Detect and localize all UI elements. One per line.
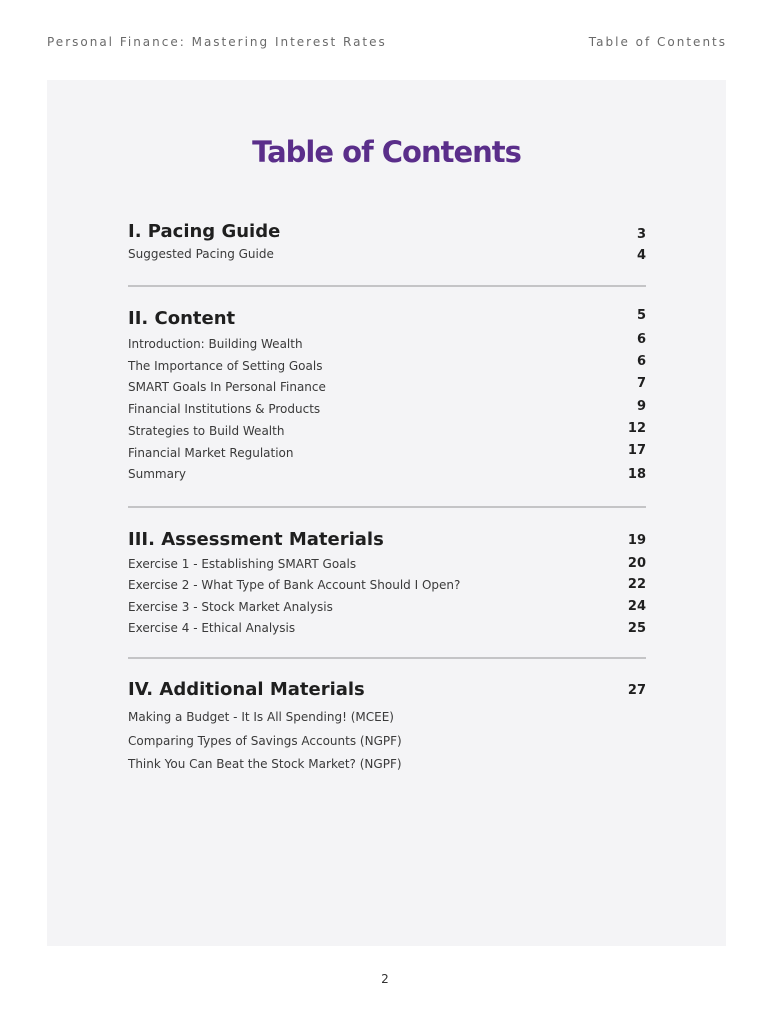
toc-entry[interactable]: SMART Goals In Personal Finance [128,380,326,394]
toc-entry[interactable]: Exercise 2 - What Type of Bank Account Should I Open? [128,578,461,592]
section-page-number: 27 [627,683,646,698]
toc-entry-page: 24 [627,599,646,614]
toc-entry[interactable]: The Importance of Setting Goals [128,359,323,373]
section-divider [128,506,646,508]
toc-entry-page: 6 [636,354,646,369]
toc-entry-page: 7 [636,376,646,391]
toc-entry[interactable]: Strategies to Build Wealth [128,424,285,438]
section-page-number: 3 [636,227,646,242]
toc-entry[interactable]: Exercise 3 - Stock Market Analysis [128,600,333,614]
section-page-number: 5 [636,308,646,323]
running-header-section: Table of Contents [588,35,727,49]
toc-entry[interactable]: Financial Institutions & Products [128,402,321,416]
running-header-title: Personal Finance: Mastering Interest Rates [47,35,387,49]
section-divider [128,285,646,287]
toc-entry-page: 12 [627,421,646,436]
toc-entry[interactable]: Introduction: Building Wealth [128,337,303,351]
toc-title: Table of Contents [252,135,521,169]
section-divider [128,657,646,659]
section-heading[interactable]: II. Content [128,308,236,329]
toc-entry-page: 22 [627,577,646,592]
section-heading[interactable]: III. Assessment Materials [128,529,384,550]
section-heading[interactable]: I. Pacing Guide [128,221,281,242]
toc-entry[interactable]: Making a Budget - It Is All Spending! (MCEE) [128,710,394,724]
toc-entry-page: 9 [636,399,646,414]
toc-entry[interactable]: Financial Market Regulation [128,446,294,460]
toc-entry-page: 18 [627,467,646,482]
toc-entry-page: 20 [627,556,646,571]
section-page-number: 19 [627,533,646,548]
toc-entry[interactable]: Suggested Pacing Guide [128,247,274,261]
toc-entry[interactable]: Think You Can Beat the Stock Market? (NGPF) [128,757,402,771]
toc-entry[interactable]: Exercise 4 - Ethical Analysis [128,621,296,635]
toc-entry-page: 6 [636,332,646,347]
toc-panel [47,80,726,946]
toc-entry[interactable]: Comparing Types of Savings Accounts (NGPF) [128,734,402,748]
section-heading[interactable]: IV. Additional Materials [128,679,365,700]
toc-entry-page: 4 [636,248,646,263]
toc-entry[interactable]: Exercise 1 - Establishing SMART Goals [128,557,357,571]
toc-entry[interactable]: Summary [128,467,186,481]
toc-entry-page: 17 [627,443,646,458]
toc-entry-page: 25 [627,621,646,636]
page-number: 2 [381,972,389,986]
